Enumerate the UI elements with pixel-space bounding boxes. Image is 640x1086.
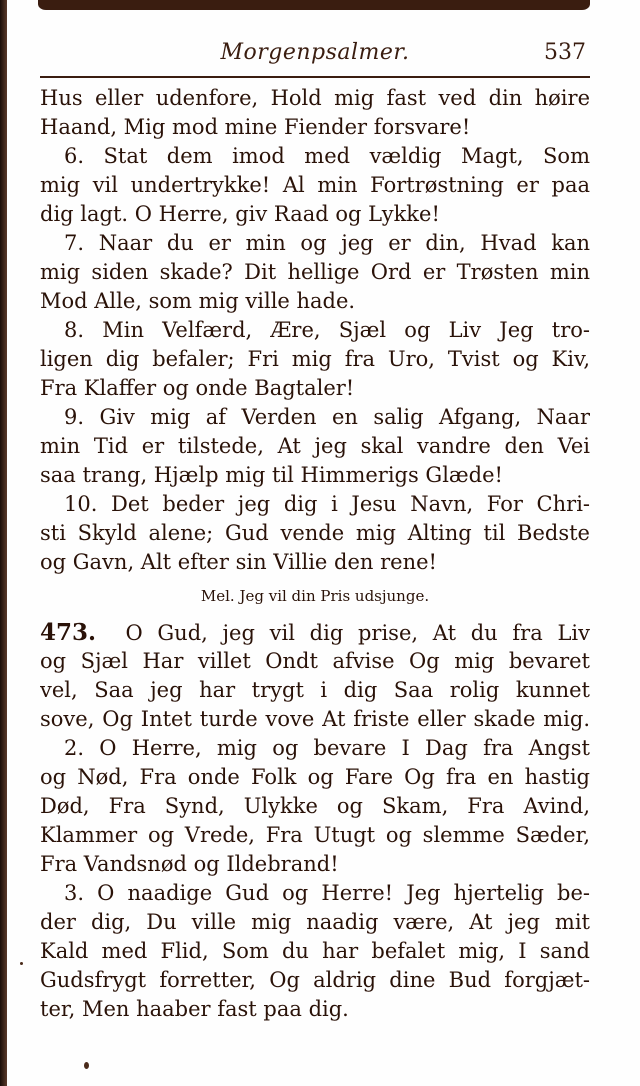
text-line: dig lagt. O Herre, giv Raad og Lykke! bbox=[40, 202, 440, 226]
stanza-7-line: 7. Naar du er min og jeg er din, Hvad kan bbox=[64, 231, 590, 255]
text-line: Død, Fra Synd, Ulykke og Skam, Fra Avind, bbox=[40, 794, 590, 818]
stanza-6-line: 6. Stat dem imod med vældig Magt, Som bbox=[64, 144, 590, 168]
text-line: sove, Og Intet turde vove At friste eller skade mig. bbox=[40, 707, 590, 731]
text-line: Kald med Flid, Som du har befalet mig, I sand bbox=[40, 939, 590, 963]
text-line: og Sjæl Har villet Ondt afvise Og mig bevaret bbox=[40, 649, 590, 673]
text-line: mig siden skade? Dit hellige Ord er Trøsten min bbox=[40, 260, 590, 284]
text-line: sti Skyld alene; Gud vende mig Alting til Bedste bbox=[40, 521, 590, 545]
text-line: Fra Klaffer og onde Bagtaler! bbox=[40, 376, 355, 400]
hymn-first-line-text: O Gud, jeg vil dig prise, At du fra Liv bbox=[125, 621, 590, 645]
text-line: min Tid er tilstede, At jeg skal vandre den Vei bbox=[40, 434, 590, 458]
stanza-8-line: 8. Min Velfærd, Ære, Sjæl og Liv Jeg tro- bbox=[64, 318, 590, 342]
text-line: Klammer og Vrede, Fra Utugt og slemme Sæder, bbox=[40, 823, 590, 847]
header-rule bbox=[40, 76, 590, 78]
stanza-9-line: 9. Giv mig af Verden en salig Afgang, Naar bbox=[64, 405, 590, 429]
text-line: Mod Alle, som mig ville hade. bbox=[40, 289, 356, 313]
text-line: og Nød, Fra onde Folk og Fare Og fra en hastig bbox=[40, 765, 590, 789]
page-edge-shadow bbox=[0, 0, 7, 1086]
stanza-3-line: 3. O naadige Gud og Herre! Jeg hjertelig be- bbox=[64, 881, 590, 905]
text-line: vel, Saa jeg har trygt i dig Saa rolig kunnet bbox=[40, 678, 590, 702]
stanza-10-line: 10. Det beder jeg dig i Jesu Navn, For Chri- bbox=[64, 492, 590, 516]
page-number: 537 bbox=[544, 40, 586, 65]
hymn-473-first-line bbox=[40, 618, 590, 647]
ink-speck bbox=[20, 962, 23, 965]
ink-speck bbox=[84, 1062, 89, 1069]
melody-indication: Mel. Jeg vil din Pris udsjunge. bbox=[200, 587, 430, 605]
text-line: der dig, Du ville mig naadig være, At jeg mit bbox=[40, 910, 590, 934]
text-line: ter, Men haaber fast paa dig. bbox=[40, 997, 349, 1021]
text-line: Gudsfrygt forretter, Og aldrig dine Bud forgjæt- bbox=[40, 968, 590, 992]
page-header bbox=[40, 40, 590, 72]
text-line: Fra Vandsnød og Ildebrand! bbox=[40, 852, 339, 876]
text-line: og Gavn, Alt efter sin Villie den rene! bbox=[40, 550, 437, 574]
stanza-2-line: 2. O Herre, mig og bevare I Dag fra Angst bbox=[64, 736, 590, 760]
text-line: saa trang, Hjælp mig til Himmerigs Glæde! bbox=[40, 463, 503, 487]
text-line: Haand, Mig mod mine Fiender forsvare! bbox=[40, 115, 471, 139]
text-line: mig vil undertrykke! Al min Fortrøstning er paa bbox=[40, 173, 590, 197]
running-head: Morgenpsalmer. bbox=[220, 40, 410, 65]
top-border-rule bbox=[38, 0, 590, 10]
text-line: ligen dig befaler; Fri mig fra Uro, Tvist og Kiv, bbox=[40, 347, 590, 371]
hymn-number: 473. bbox=[40, 619, 97, 646]
text-line: Hus eller udenfore, Hold mig fast ved din høire bbox=[40, 86, 590, 110]
